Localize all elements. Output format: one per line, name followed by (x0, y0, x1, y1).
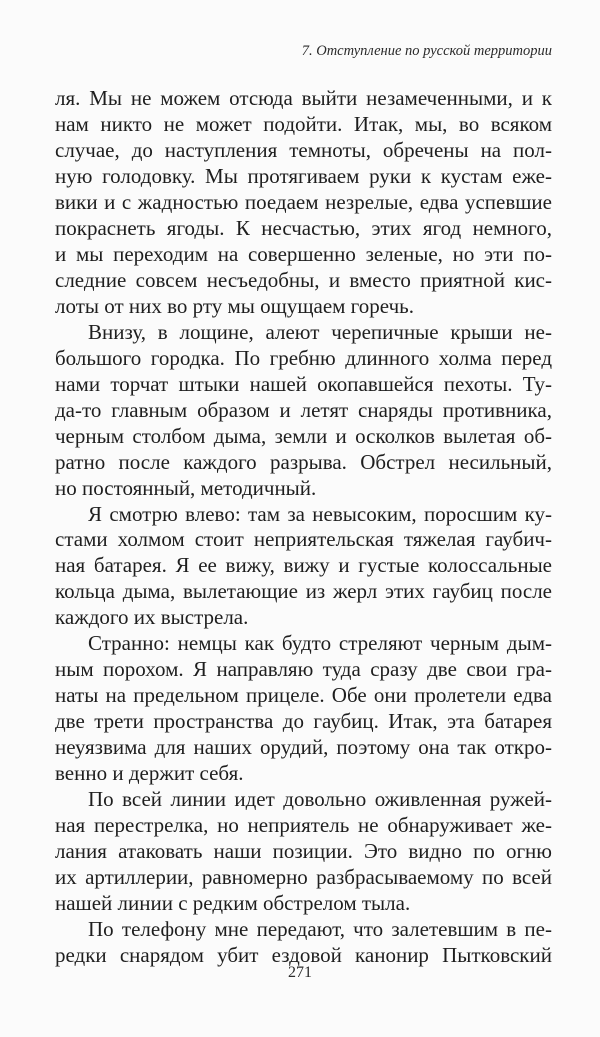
text-line: черным столбом дыма, земли и осколков вылетая об- (55, 423, 552, 448)
text-line: лоты от них во рту мы ощущаем горечь. (55, 293, 414, 318)
text-line: нам никто не может подойти. Итак, мы, во всяком (55, 111, 552, 136)
text-line: вики и с жадностью поедаем незрелые, едва успевшие (55, 189, 552, 214)
paragraph-first-line: По телефону мне передают, что залетевшим в пе- (88, 917, 552, 941)
text-line: следние совсем несъедобны, и вместо приятной кис- (55, 267, 552, 292)
text-line: большого городка. По гребню длинного холма перед (55, 345, 552, 370)
text-line: венно и держит себя. (55, 761, 244, 786)
text-line: случае, до наступления темноты, обречены на пол- (55, 137, 552, 162)
body-text (55, 86, 552, 969)
text-line: да-то главным образом и летят снаряды противника, (55, 397, 552, 422)
text-line: лания атаковать наши позиции. Это видно по огню (55, 839, 552, 864)
text-line: ля. Мы не можем отсюда выйти незамеченными, и к (55, 86, 552, 110)
text-line: их артиллерии, равномерно разбрасываемому по всей (55, 865, 552, 890)
running-header: 7. Отступление по русской территории (301, 43, 552, 59)
paragraph-first-line: Внизу, в лощине, алеют черепичные крыши не- (88, 319, 552, 344)
text-line: покраснеть ягоды. К несчастью, этих ягод немного, (55, 215, 552, 240)
text-line: нашей линии с редким обстрелом тыла. (55, 891, 411, 916)
paragraph-first-line: Странно: немцы как будто стреляют черным дым- (88, 631, 552, 656)
paragraph-first-line: Я смотрю влево: там за невысоким, поросшим ку- (88, 501, 552, 526)
text-line: ная перестрелка, но неприятель не обнаруживает же- (55, 813, 552, 838)
text-line: и мы переходим на совершенно зеленые, но эти по- (55, 241, 552, 266)
text-line: но постоянный, методичный. (55, 475, 317, 500)
text-line: две трети пространства до гаубиц. Итак, эта батарея (55, 709, 552, 734)
text-line: редки снарядом убит ездовой канонир Пытковский (55, 942, 552, 967)
text-line: каждого их выстрела. (55, 605, 249, 630)
text-line: кольца дыма, вылетающие из жерл этих гаубиц после (55, 579, 552, 604)
text-line: ная батарея. Я ее вижу, вижу и густые колоссальные (55, 553, 552, 578)
paragraph-first-line: По всей линии идет довольно оживленная ружей- (88, 787, 552, 812)
text-line: нами торчат штыки нашей окопавшейся пехоты. Ту- (55, 371, 552, 396)
text-line: ным порохом. Я направляю туда сразу две свои гра- (55, 657, 552, 682)
text-line: стами холмом стоит неприятельская тяжелая гаубич- (55, 527, 552, 552)
page-number: 271 (288, 964, 312, 981)
text-line: ратно после каждого разрыва. Обстрел несильный, (55, 449, 552, 474)
text-line: наты на предельном прицеле. Обе они пролетели едва (55, 683, 552, 708)
text-line: неуязвима для наших орудий, поэтому она так откро- (55, 735, 552, 760)
text-line: ную голодовку. Мы протягиваем руки к кустам еже- (55, 163, 552, 188)
